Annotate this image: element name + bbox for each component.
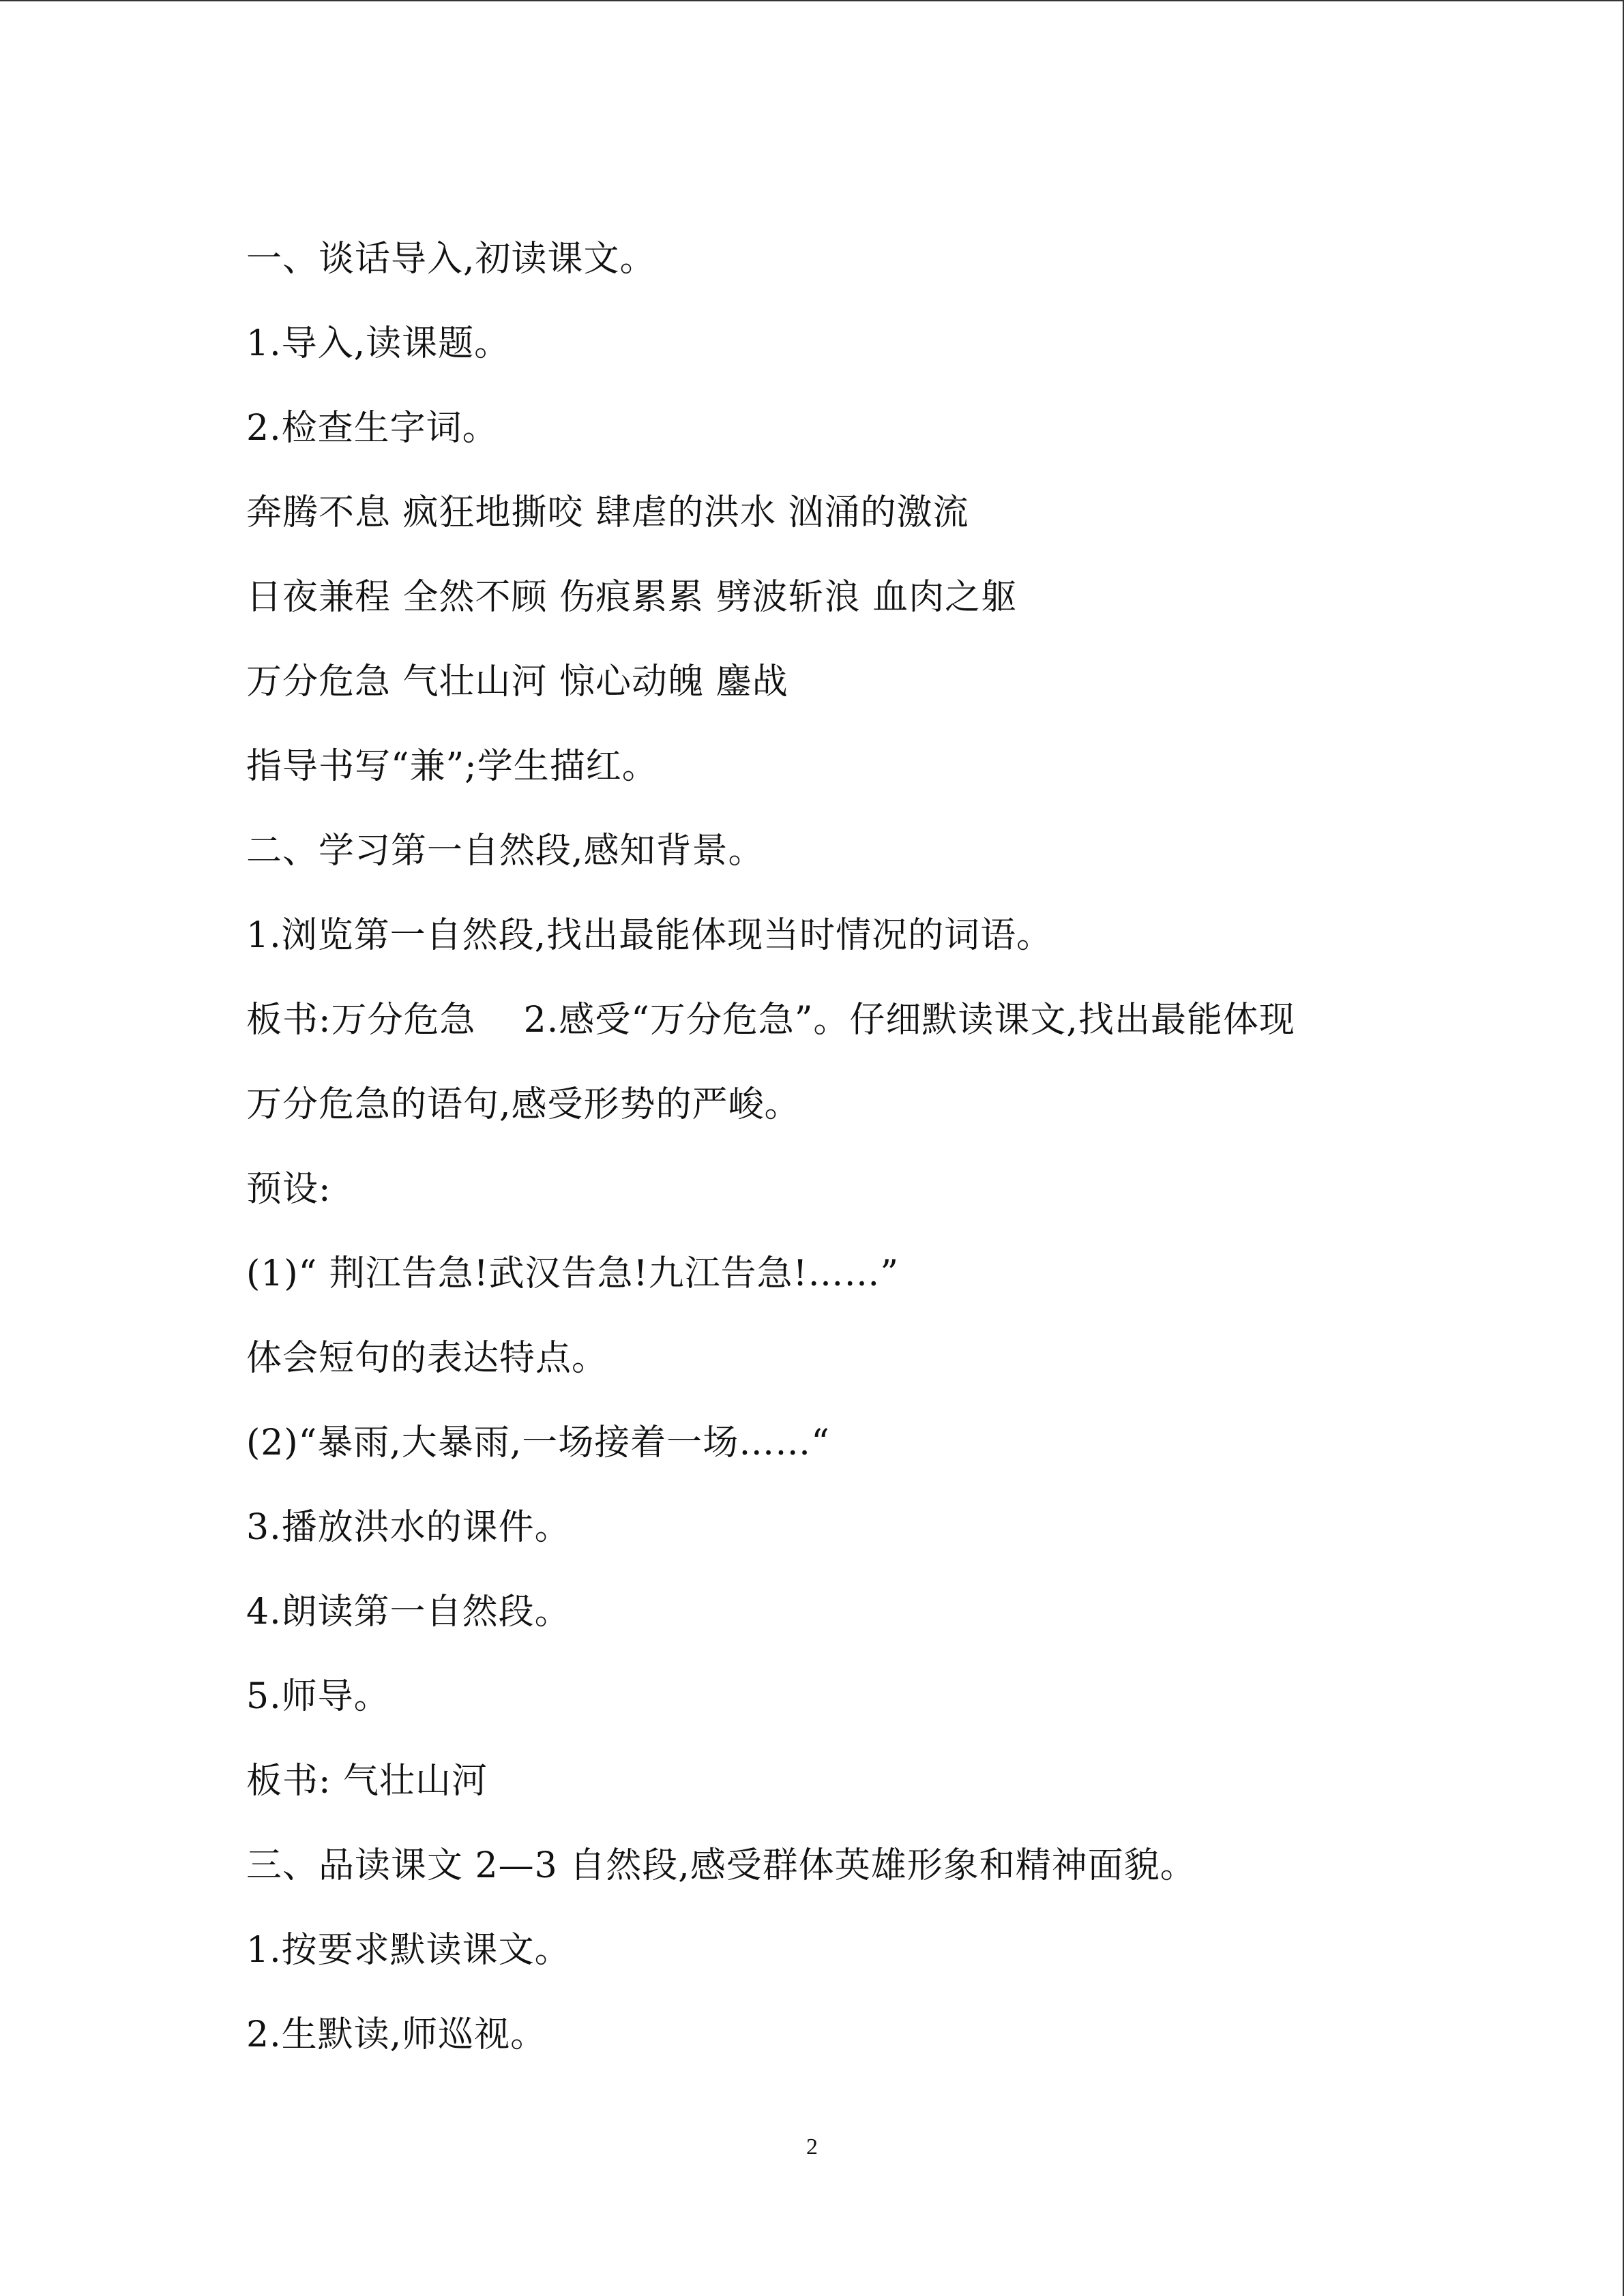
text-line: 指导书写“兼”;学生描红。 bbox=[246, 746, 658, 787]
page-number: 2 bbox=[806, 2134, 818, 2160]
document-body bbox=[246, 217, 1447, 2077]
text-line: 1.导入,读课题。 bbox=[246, 323, 511, 364]
text-line: 1.按要求默读课文。 bbox=[246, 1930, 571, 1971]
text-line: 板书:万分危急 2.感受“万分危急”。仔细默读课文,找出最能体现 bbox=[246, 1000, 1295, 1041]
text-line: 2.生默读,师巡视。 bbox=[246, 2014, 547, 2055]
section-heading-3: 三、品读课文 2—3 自然段,感受群体英雄形象和精神面貌。 bbox=[246, 1845, 1196, 1886]
text-line: (1)“ 荆江告急!武汉告急!九江告急!……” bbox=[246, 1253, 900, 1294]
text-line: 1.浏览第一自然段,找出最能体现当时情况的词语。 bbox=[246, 915, 1053, 956]
section-heading-1: 一、谈话导入,初读课文。 bbox=[246, 239, 656, 280]
vocabulary-line: 日夜兼程 全然不顾 伤痕累累 劈波斩浪 血肉之躯 bbox=[246, 577, 1018, 618]
text-line: 2.检查生字词。 bbox=[246, 408, 499, 449]
text-line: 预设: bbox=[246, 1169, 331, 1210]
text-line: 3.播放洪水的课件。 bbox=[246, 1507, 571, 1548]
vocabulary-line: 奔腾不息 疯狂地撕咬 肆虐的洪水 汹涌的激流 bbox=[246, 492, 969, 533]
vocabulary-line: 万分危急 气壮山河 惊心动魄 鏖战 bbox=[246, 661, 788, 702]
text-line: 4.朗读第一自然段。 bbox=[246, 1592, 571, 1632]
text-line: 万分危急的语句,感受形势的严峻。 bbox=[246, 1084, 801, 1125]
text-line: 体会短句的表达特点。 bbox=[246, 1338, 608, 1379]
section-heading-2: 二、学习第一自然段,感知背景。 bbox=[246, 831, 765, 871]
text-line: 板书: 气壮山河 bbox=[246, 1761, 488, 1802]
text-line: 5.师导。 bbox=[246, 1676, 390, 1717]
page-border-top bbox=[0, 0, 1624, 1]
text-line: (2)“暴雨,大暴雨,一场接着一场……“ bbox=[246, 1422, 830, 1463]
